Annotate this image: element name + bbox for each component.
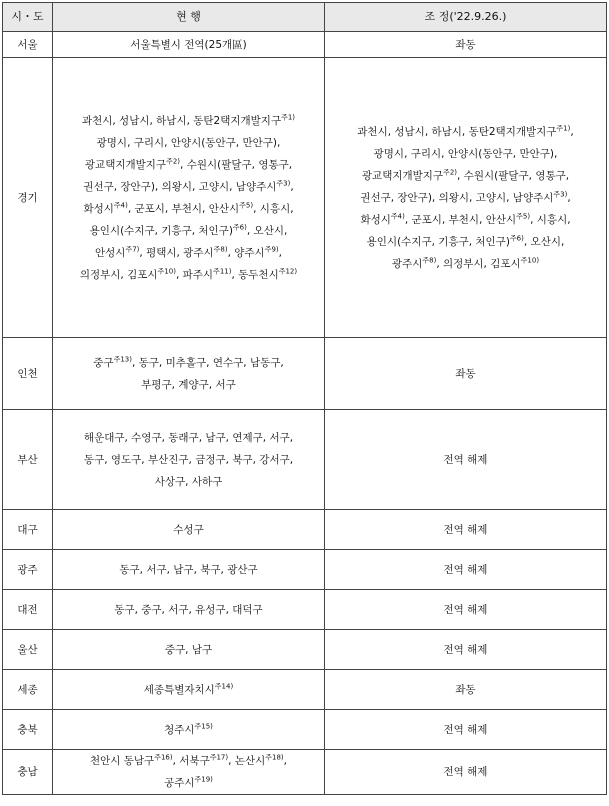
- footnote-marker: 주5): [516, 212, 531, 220]
- cell-text: 전역 해제: [443, 603, 488, 616]
- cell-text: 사상구, 사하구: [154, 475, 223, 488]
- footnote-marker: 주4): [113, 201, 128, 209]
- footnote-marker: 주3): [276, 179, 291, 187]
- adjusted-cell: [325, 630, 607, 670]
- table-row: [3, 750, 607, 795]
- table-row: [3, 550, 607, 590]
- footnote-marker: 주1): [281, 113, 296, 121]
- cell-text: , 동두천시: [231, 268, 279, 281]
- current-cell: [53, 410, 325, 510]
- cell-text: , 시흥시,: [253, 202, 294, 215]
- footnote-marker: 주8): [213, 245, 228, 253]
- footnote-marker: 주10): [157, 267, 176, 275]
- adjusted-cell: [325, 550, 607, 590]
- cell-text: , 서북구: [172, 755, 210, 767]
- cell-text: 권선구, 장안구), 의왕시, 고양시, 남양주시: [360, 191, 554, 204]
- footnote-marker: 주9): [264, 245, 279, 253]
- cell-text: 전역 해제: [443, 523, 488, 536]
- cell-text: 해운대구, 수영구, 동래구, 남구, 연제구, 서구,: [83, 431, 294, 444]
- cell-text: 세종특별자치시: [143, 683, 215, 696]
- cell-text: 동구, 서구, 남구, 북구, 광산구: [119, 563, 258, 576]
- header-adjusted: 조 정('22.9.26.): [325, 3, 607, 32]
- footnote-marker: 주3): [553, 190, 568, 198]
- region-cell: 충북: [3, 710, 53, 750]
- region-cell: 광주: [3, 550, 53, 590]
- cell-text: 서울특별시 전역(25개區): [130, 38, 247, 51]
- cell-text: 전역 해제: [443, 563, 488, 576]
- cell-text: ,: [278, 246, 282, 259]
- cell-text: 전역 해제: [443, 766, 488, 778]
- footnote-marker: 주10): [520, 256, 540, 264]
- cell-text: ,: [290, 180, 294, 193]
- cell-text: , 수원시(팔달구, 영통구,: [180, 158, 293, 171]
- footnote-marker: 주13): [113, 355, 132, 363]
- table-row: [3, 670, 607, 710]
- cell-text: 화성시: [360, 213, 391, 226]
- footnote-marker: 주6): [232, 223, 247, 231]
- footnote-marker: 주19): [194, 775, 213, 784]
- footnote-marker: 주17): [209, 753, 229, 762]
- footnote-marker: 주4): [390, 212, 405, 220]
- cell-text: 천안시 동남구: [90, 755, 155, 767]
- header-region: 시・도: [3, 3, 53, 32]
- cell-text: 광명시, 구리시, 안양시(동안구, 만안구),: [373, 147, 558, 160]
- cell-text: 권선구, 장안구), 의왕시, 고양시, 남양주시: [83, 180, 277, 193]
- cell-text: , 군포시, 부천시, 안산시: [404, 213, 517, 226]
- adjusted-cell: [325, 338, 607, 410]
- cell-text: 과천시, 성남시, 하남시, 동탄2택지개발지구: [81, 114, 282, 127]
- cell-text: 동구, 중구, 서구, 유성구, 대덕구: [114, 603, 263, 616]
- cell-text: 좌동: [455, 38, 476, 51]
- cell-text: 공주시: [164, 777, 195, 789]
- cell-text: 청주시: [164, 723, 195, 736]
- cell-text: 의정부시, 김포시: [79, 268, 158, 281]
- cell-text: 화성시: [83, 202, 114, 215]
- footnote-marker: 주6): [509, 234, 524, 242]
- cell-text: ,: [283, 755, 287, 767]
- region-cell: 서울: [3, 32, 53, 58]
- adjusted-cell: [325, 410, 607, 510]
- cell-text: 광명시, 구리시, 안양시(동안구, 만안구),: [96, 136, 281, 149]
- region-cell: 대전: [3, 590, 53, 630]
- footnote-marker: 주15): [194, 722, 213, 730]
- cell-text: , 양주시: [227, 246, 265, 259]
- cell-text: 전역 해제: [443, 453, 488, 466]
- cell-text: 전역 해제: [443, 643, 488, 656]
- cell-text: , 평택시, 광주시: [139, 246, 214, 259]
- footnote-marker: 주5): [239, 201, 254, 209]
- footnote-marker: 주7): [125, 245, 140, 253]
- current-cell: [53, 710, 325, 750]
- footnote-marker: 주8): [422, 256, 437, 264]
- cell-text: , 오산시,: [523, 235, 565, 248]
- cell-text: 부평구, 계양구, 서구: [141, 378, 236, 391]
- cell-text: , 의정부시, 김포시: [436, 257, 521, 270]
- current-cell: [53, 58, 325, 338]
- regulated-area-table: [2, 2, 607, 795]
- cell-text: 중구, 남구: [164, 643, 213, 656]
- adjusted-cell: [325, 510, 607, 550]
- current-cell: [53, 630, 325, 670]
- adjusted-cell: [325, 750, 607, 795]
- cell-text: 용인시(수지구, 기흥구, 처인구): [366, 235, 510, 248]
- region-cell: 울산: [3, 630, 53, 670]
- cell-text: 광교택지개발지구: [84, 158, 167, 171]
- cell-text: , 파주시: [175, 268, 214, 281]
- region-cell: 경기: [3, 58, 53, 338]
- current-cell: [53, 338, 325, 410]
- cell-text: , 수원시(팔달구, 영통구,: [457, 169, 570, 182]
- cell-text: , 동구, 미추홀구, 연수구, 남동구,: [131, 356, 284, 369]
- footnote-marker: 주16): [154, 753, 173, 762]
- region-cell: 인천: [3, 338, 53, 410]
- footnote-marker: 주12): [278, 267, 298, 275]
- cell-text: 광교택지개발지구: [361, 169, 444, 182]
- current-cell: [53, 32, 325, 58]
- cell-text: 과천시, 성남시, 하남시, 동탄2택지개발지구: [357, 125, 557, 138]
- table-row: [3, 630, 607, 670]
- current-cell: [53, 510, 325, 550]
- cell-text: 동구, 영도구, 부산진구, 금정구, 북구, 강서구,: [83, 453, 294, 466]
- adjusted-cell: [325, 590, 607, 630]
- header-row: [3, 3, 607, 32]
- cell-text: 좌동: [455, 683, 476, 696]
- footnote-marker: 주2): [166, 157, 181, 165]
- footnote-marker: 주2): [443, 168, 458, 176]
- adjusted-cell: [325, 58, 607, 338]
- current-cell: [53, 590, 325, 630]
- cell-text: 수성구: [173, 523, 204, 536]
- table-row: [3, 338, 607, 410]
- current-cell: [53, 750, 325, 795]
- cell-text: 전역 해제: [443, 723, 488, 736]
- region-cell: 대구: [3, 510, 53, 550]
- region-cell: 충남: [3, 750, 53, 795]
- cell-text: , 시흥시,: [530, 213, 571, 226]
- table-row: [3, 58, 607, 338]
- cell-text: ,: [567, 191, 571, 204]
- table-row: [3, 510, 607, 550]
- table-row: [3, 710, 607, 750]
- region-cell: 부산: [3, 410, 53, 510]
- cell-text: , 논산시: [228, 755, 266, 767]
- footnote-marker: 주11): [213, 267, 232, 275]
- table-row: [3, 32, 607, 58]
- cell-text: 안성시: [95, 246, 126, 259]
- cell-text: 좌동: [455, 367, 476, 380]
- table-row: [3, 410, 607, 510]
- table-row: [3, 590, 607, 630]
- cell-text: 중구: [93, 356, 114, 369]
- adjusted-cell: [325, 32, 607, 58]
- current-cell: [53, 550, 325, 590]
- cell-text: 용인시(수지구, 기흥구, 처인구): [89, 224, 233, 237]
- cell-text: 광주시: [391, 257, 423, 270]
- adjusted-cell: [325, 670, 607, 710]
- footnote-marker: 주1): [556, 124, 571, 132]
- region-cell: 세종: [3, 670, 53, 710]
- cell-text: , 오산시,: [246, 224, 288, 237]
- footnote-marker: 주14): [214, 682, 234, 690]
- adjusted-cell: [325, 710, 607, 750]
- footnote-marker: 주18): [265, 753, 284, 762]
- header-current: 현 행: [53, 3, 325, 32]
- cell-text: ,: [570, 125, 574, 138]
- cell-text: , 군포시, 부천시, 안산시: [127, 202, 240, 215]
- current-cell: [53, 670, 325, 710]
